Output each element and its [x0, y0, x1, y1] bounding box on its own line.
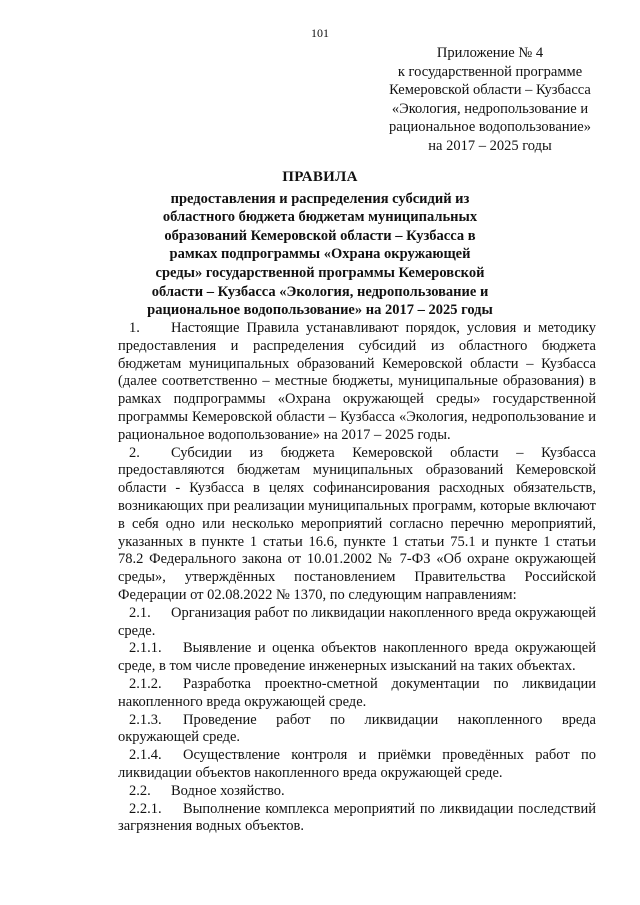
paragraph-number: 2.1.2.	[129, 675, 162, 692]
title-line: рамках подпрограммы «Охрана окружающей	[169, 246, 471, 263]
title-line: среды» государственной программы Кемеровской	[155, 264, 485, 281]
paragraph-text: Организация работ по ликвидации накопленного вреда окружающей среде.	[118, 604, 596, 639]
paragraph-1	[118, 320, 596, 445]
paragraph-number: 2.1.3.	[129, 711, 162, 728]
appendix-line: рациональное водопользование»	[389, 119, 591, 136]
paragraph-2-2	[118, 783, 596, 801]
paragraph-text: Осуществление контроля и приёмки проведённых работ по ликвидации объектов накопленного вреда окружающей среде.	[118, 747, 596, 781]
paragraph-2-1-4	[118, 747, 596, 783]
title-line: областного бюджета бюджетам муниципальных	[162, 209, 478, 226]
paragraph-text: Разработка проектно-сметной документации по ликвидации накопленного вреда окружающей среде.	[118, 675, 596, 710]
appendix-line: Кемеровской области – Кузбасса	[389, 82, 591, 99]
paragraph-2-1-1	[118, 640, 596, 676]
paragraph-text: Проведение работ по ликвидации накопленного вреда окружающей среде.	[118, 711, 596, 746]
appendix-line: Приложение № 4	[436, 45, 544, 61]
appendix-caption	[370, 44, 610, 156]
paragraph-2	[118, 445, 596, 605]
document-body	[118, 320, 596, 836]
paragraph-text: Водное хозяйство.	[171, 782, 285, 799]
paragraph-2-2-1	[118, 801, 596, 837]
title-line: рациональное водопользование» на 2017 – 2025 годы	[147, 302, 493, 319]
appendix-line: «Экология, недропользование и	[391, 100, 589, 117]
paragraph-text: Выявление и оценка объектов накопленного вреда окружающей среде, в том числе проведение инженерных изысканий на таких объектах.	[118, 640, 596, 675]
title-heading: ПРАВИЛА	[282, 169, 358, 185]
paragraph-text: Выполнение комплекса мероприятий по ликвидации последствий загрязнения водных объектов.	[118, 800, 596, 835]
title-line: области – Кузбасса «Экология, недропользование и	[151, 283, 489, 300]
paragraph-2-1-2	[118, 676, 596, 712]
paragraph-text: Субсидии из бюджета Кемеровской области – Кузбасса предоставляются бюджетам муниципальных образований Кемеровской области - Кузбасса в целях софинансирования расходных обязательств, возникающих при реализации муниципальных программ, которые включают в себя одно или несколько мероприятий согласно перечню мероприятий, указанных в пункте 1 статьи 16.6, пункте 1 статьи 75.1 и пункте 1 статьи 78.2 Федерального закона от 10.01.2002 № 7-ФЗ «Об охране окружающей среды», утверждённых постановлением Правительства Российской Федерации от 02.08.2022 № 1370, по следующим направлениям:	[118, 444, 596, 603]
title-line: образований Кемеровской области – Кузбасса в	[164, 227, 476, 244]
paragraph-number: 2.2.	[129, 782, 151, 799]
document-title	[120, 168, 520, 320]
appendix-line: к государственной программе	[397, 63, 583, 80]
paragraph-number: 1.	[129, 320, 140, 336]
page-number: 101	[311, 26, 329, 40]
appendix-line: на 2017 – 2025 годы	[428, 137, 552, 154]
paragraph-2-1	[118, 605, 596, 641]
paragraph-text: Настоящие Правила устанавливают порядок, условия и методику предоставления и распределения субсидий из областного бюджета бюджетам муниципальных образований Кемеровской области – Кузбасса (далее соответственно – местные бюджеты, муниципальные образования) в рамках подпрограммы «Охрана окружающей среды» государственной программы Кемеровской области – Кузбасса «Экология, недропользование и рациональное водопользование» на 2017 – 2025 годы.	[118, 320, 596, 443]
paragraph-number: 2.1.	[129, 604, 151, 621]
paragraph-number: 2.	[129, 444, 140, 461]
title-line: предоставления и распределения субсидий из	[170, 190, 470, 207]
paragraph-number: 2.1.4.	[129, 747, 162, 764]
paragraph-number: 2.2.1.	[129, 800, 162, 817]
paragraph-2-1-3	[118, 712, 596, 748]
paragraph-number: 2.1.1.	[129, 640, 162, 657]
